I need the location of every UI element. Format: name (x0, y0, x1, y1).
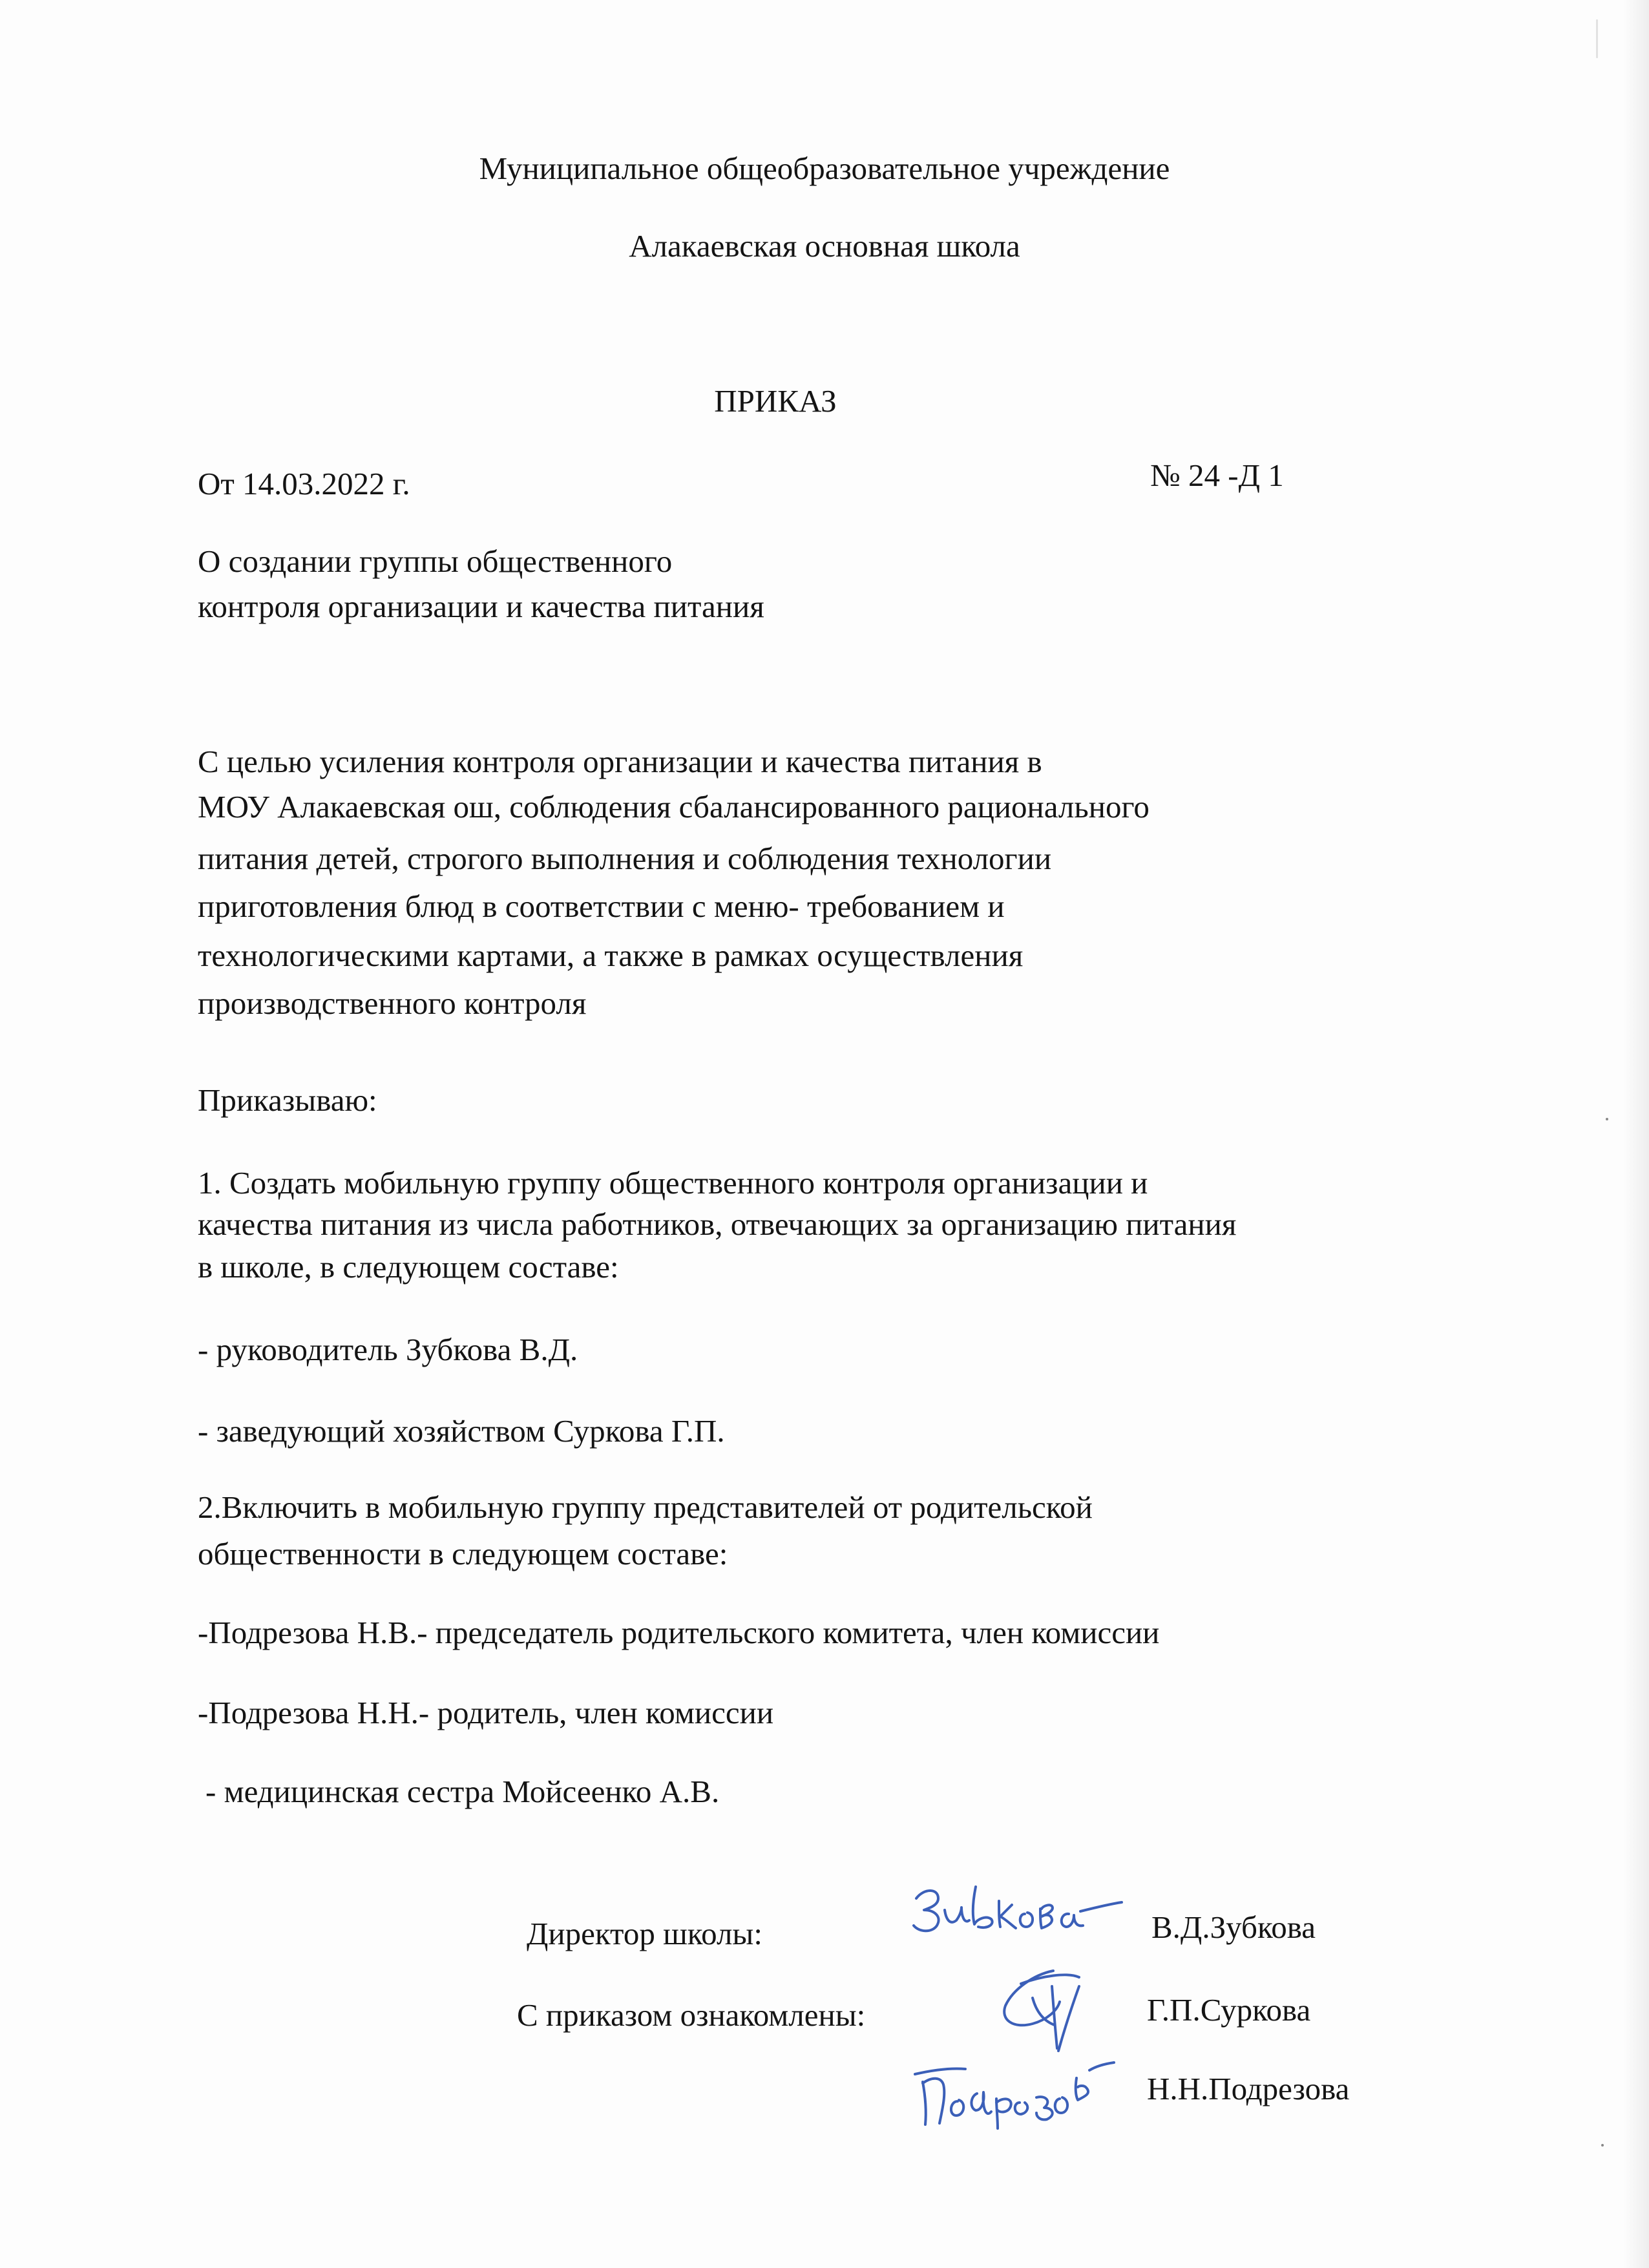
order-date: От 14.03.2022 г. (198, 466, 410, 501)
staff-member: - руководитель Зубкова В.Д. (198, 1332, 578, 1367)
scan-speck (1606, 1118, 1608, 1120)
order-subject-line2: контроля организации и качества питания (198, 589, 764, 624)
acquainted-name: Г.П.Суркова (1147, 1992, 1311, 2028)
item1-line: 1. Создать мобильную группу общественного контроля организации и (198, 1165, 1148, 1201)
acquainted-name: Н.Н.Подрезова (1147, 2071, 1350, 2106)
directive-label: Приказываю: (198, 1082, 377, 1118)
preamble-line: С целью усиления контроля организации и качества питания в (198, 744, 1042, 779)
order-subject-line1: О создании группы общественного (198, 543, 673, 579)
scan-speck (1596, 19, 1598, 58)
preamble-line: питания детей, строгого выполнения и соблюдения технологии (198, 841, 1052, 876)
order-title: ПРИКАЗ (714, 383, 837, 419)
institution-name-line1: Муниципальное общеобразовательное учреждение (479, 151, 1170, 186)
director-signature-handwritten (905, 1874, 1124, 1945)
item1-line: качества питания из числа работников, отвечающих за организацию питания (198, 1206, 1237, 1242)
item2-line: общественности в следующем составе: (198, 1536, 728, 1571)
preamble-line: технологическими картами, а также в рамках осуществления (198, 938, 1024, 973)
preamble-line: производственного контроля (198, 985, 587, 1021)
parent-member: -Подрезова Н.В.- председатель родительского комитета, член комиссии (198, 1615, 1160, 1650)
scan-edge-shadow (1623, 0, 1649, 2268)
director-name: В.Д.Зубкова (1151, 1909, 1316, 1945)
director-label: Директор школы: (527, 1916, 762, 1951)
acquainted-label: С приказом ознакомлены: (517, 1997, 866, 2033)
institution-name-line2: Алакаевская основная школа (629, 228, 1020, 264)
preamble-line: приготовления блюд в соответствии с меню- требованием и (198, 888, 1005, 924)
staff-member: - заведующий хозяйством Суркова Г.П. (198, 1413, 725, 1449)
podrezova-signature-handwritten (910, 2048, 1123, 2132)
parent-member: -Подрезова Н.Н.- родитель, член комиссии (198, 1695, 774, 1730)
item1-line: в школе, в следующем составе: (198, 1249, 619, 1285)
scan-speck (1601, 2144, 1604, 2147)
preamble-line: МОУ Алакаевская ош, соблюдения сбалансированного рационального (198, 789, 1150, 824)
item2-line: 2.Включить в мобильную группу представителей от родительской (198, 1489, 1093, 1525)
order-number: № 24 -Д 1 (1150, 457, 1284, 493)
parent-member: - медицинская сестра Мойсеенко А.В. (205, 1774, 720, 1809)
